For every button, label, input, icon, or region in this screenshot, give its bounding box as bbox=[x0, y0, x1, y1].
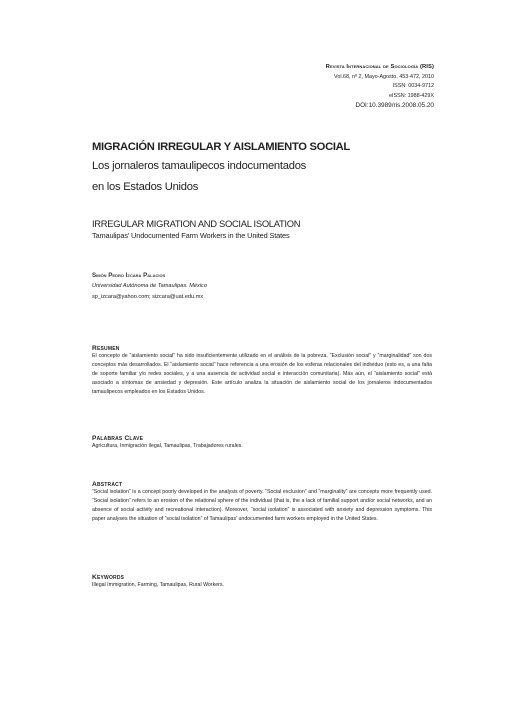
resumen-heading: Resumen bbox=[92, 345, 120, 352]
keywords-heading: Keywords bbox=[92, 574, 125, 581]
abstract-section bbox=[92, 481, 432, 524]
palabras-clave-section bbox=[92, 435, 432, 451]
author-name: Simón Pedro Izcara Palacios bbox=[92, 272, 166, 279]
paper-subtitle-es-line1: Los jornaleros tamaulipecos indocumentados bbox=[92, 160, 307, 172]
author-block bbox=[92, 270, 392, 304]
keywords-text: Illegal Immigration, Farming, Tamaulipas, Rural Workers. bbox=[92, 582, 224, 588]
resumen-section bbox=[92, 345, 432, 397]
paper-subtitle-en: Tamaulipas' Undocumented Farm Workers in the United States bbox=[92, 231, 290, 240]
journal-eissn: eISSN: 1988-429X bbox=[389, 92, 434, 99]
palabras-clave-text: Agricultura, Inmigración ilegal, Tamaulipas, Trabajadores rurales. bbox=[92, 443, 243, 449]
paper-subtitle-es-line2: en los Estados Unidos bbox=[92, 181, 199, 193]
journal-header bbox=[326, 63, 434, 111]
journal-name: Revista Internacional de Sociología (RIS) bbox=[325, 64, 434, 70]
english-title-block bbox=[92, 218, 432, 242]
paper-title-en: IRREGULAR MIGRATION AND SOCIAL ISOLATION bbox=[92, 218, 301, 229]
journal-issue: Vol.68, nº 2, Mayo-Agosto, 453-472, 2010 bbox=[334, 73, 434, 80]
resumen-text: El concepto de “aislamiento social” ha sido insuficientemente utilizado en el análisis de la pobreza. “Exclusión social” y “marginalidad” son dos conceptos más desarrollados. El “aislamiento social” hace referencia a una erosión de los esferas relacionales del individuo (esto es, a una falta de soporte familiar y/o redes sociales, y a una ausencia de actividad social e interacción comunitaria). Más aún, el “aislamiento social” está asociado a síntomas de ansiedad y depresión. Este artículo analiza la situación de aislamiento social de los jornaleros indocumentados tamaulipecos empleados en los Estados Unidos. bbox=[92, 353, 432, 396]
journal-doi: DOI:10.3989/ris.2008.05.20 bbox=[355, 102, 434, 110]
paper-title-es: MIGRACIÓN IRREGULAR Y AISLAMIENTO SOCIAL bbox=[92, 141, 350, 153]
journal-issn: ISSN: 0034-9712 bbox=[392, 83, 434, 90]
author-emails: sp_izcara@yahoo.com; sizcara@uat.edu.mx bbox=[92, 294, 204, 301]
abstract-heading: Abstract bbox=[92, 481, 123, 488]
abstract-text: “Social isolation” is a concept poorly developed in the analysis of poverty. “Social exclusion” and “marginality” are concepts more frequently used. “Social isolation” refers to an erosion of the relational sphere of the individual (that is, the a lack of familial support and/or social networks, and an absence of social activity and recreational interaction). Moreover, “social isolation” is associated with anxiety and depression symptoms. This paper analyses the situation of “social isolation” of Tamaulipas’ undocumented farm workers employed in the United States. bbox=[92, 489, 432, 523]
spanish-title-block bbox=[92, 140, 422, 198]
keywords-section bbox=[92, 574, 432, 590]
palabras-clave-heading: Palabras Clave bbox=[92, 435, 144, 442]
author-affiliation: Universidad Autónoma de Tamaulipas. México bbox=[92, 283, 207, 290]
